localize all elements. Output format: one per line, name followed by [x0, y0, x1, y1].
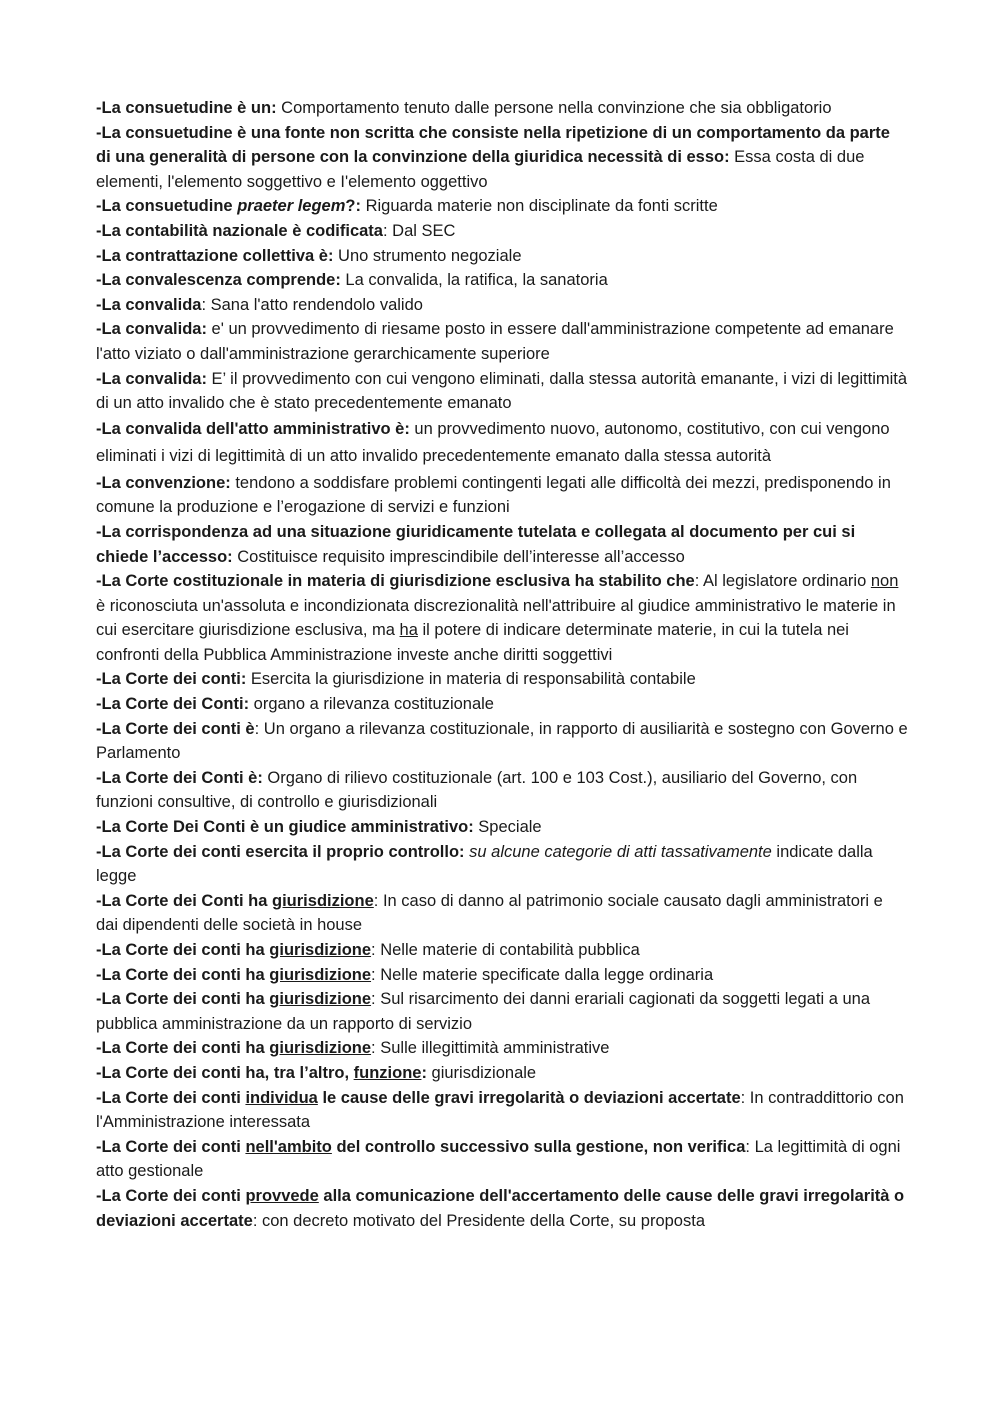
entry-answer: : Sulle illegittimità amministrative — [371, 1039, 610, 1058]
entry-28 — [96, 1184, 908, 1233]
entry-answer: E’ il provvedimento con cui vengono eliminati, dalla stessa autorità emanante, i vizi di legittimità di un atto invalido che è stato precedentemente emanato — [96, 369, 908, 413]
question-underlined: giurisdizione — [269, 941, 372, 959]
question-underlined: giurisdizione — [269, 990, 372, 1009]
entry-answer: : Nelle materie specificate dalla legge ordinaria — [371, 965, 714, 984]
question-text: : — [421, 1063, 427, 1082]
entry-8 — [96, 317, 908, 366]
entry-answer: Riguarda materie non disciplinate da fonti scritte — [360, 197, 718, 216]
entry-question: -La Corte dei conti: — [96, 670, 247, 689]
question-text: -La Corte dei conti ha — [96, 990, 270, 1009]
question-text: -La Corte dei conti — [96, 1186, 246, 1205]
question-underlined: provvede — [245, 1186, 319, 1205]
entry-question — [96, 966, 371, 984]
entry-answer: Essa costa di due elementi, l'elemento soggettivo e I'elemento oggettivo — [96, 148, 865, 191]
question-text: alla comunicazione dell'accertamento delle cause delle gravi irregolarità o deviazioni accertate — [96, 1186, 905, 1230]
entry-13 — [96, 569, 908, 667]
entry-answer: : Sul risarcimento dei danni erariali cagionati da soggetti legati a una pubblica amministrazione da un rapporto di servizio — [96, 990, 871, 1033]
entry-answer: Esercita la giurisdizione in materia di responsabilità contabile — [246, 670, 696, 689]
entry-answer: : In caso di danno al patrimonio sociale causato dagli amministratori e dai dipendenti delle società in house — [96, 891, 883, 935]
entry-11 — [96, 471, 908, 520]
entry-question: -La consuetudine è una fonte non scritta che consiste nella ripetizione di un comportamento da parte di una generalità di persone con la convinzione della giuridica necessità di esso: — [96, 123, 890, 167]
entry-12 — [96, 520, 908, 569]
question-text: -La Corte dei conti ha — [96, 965, 270, 984]
entry-answer: : In contraddittorio con l'Amministrazione interessata — [96, 1088, 904, 1132]
question-text: le cause delle gravi irregolarità o deviazioni accertate — [317, 1088, 741, 1107]
entry-23 — [96, 987, 908, 1036]
entry-answer: organo a rilevanza costituzionale — [249, 695, 494, 714]
entry-10 — [96, 416, 908, 471]
entry-6 — [96, 268, 908, 293]
entry-14 — [96, 667, 908, 692]
entry-18 — [96, 815, 908, 840]
entry-24 — [96, 1036, 908, 1061]
entry-20 — [96, 889, 908, 938]
answer-text: è riconosciuta un'assoluta e incondizionata discrezionalità nell'attribuire al giudice amministrativo le materie in cui esercitare giurisdizione esclusiva, ma — [96, 596, 896, 640]
entry-7 — [96, 293, 908, 318]
answer-underlined: ha — [399, 621, 418, 640]
entry-answer: : Dal SEC — [382, 221, 456, 240]
entry-question: -La convalescenza comprende: — [96, 271, 341, 290]
question-text: -La consuetudine — [96, 197, 238, 216]
entry-answer: : La legittimità di ogni atto gestionale — [96, 1137, 901, 1181]
question-text: -La Corte dei Conti ha — [96, 891, 273, 910]
entry-question: -La consuetudine è un: — [96, 99, 277, 117]
entry-answer: tendono a soddisfare problemi contingenti legati alle difficoltà dei mezzi, predisponendo in comune la produzione e l’erogazione di servizi e funzioni — [96, 473, 891, 517]
entry-question: -La convenzione: — [96, 473, 231, 492]
entry-question: -La Corte Dei Conti è un giudice amministrativo: — [96, 818, 474, 837]
entry-answer: un provvedimento nuovo, autonomo, costitutivo, con cui vengono eliminati i vizi di legittimità di un atto invalido precedentemente emanato dalla stessa autorità — [96, 419, 890, 466]
entry-question — [96, 197, 361, 215]
entry-answer: Uno strumento negoziale — [333, 246, 522, 265]
entry-26 — [96, 1086, 908, 1135]
question-underlined: funzione — [353, 1063, 422, 1082]
question-text: -La Corte dei conti ha — [96, 1039, 270, 1058]
question-text: del controllo successivo sulla gestione, non verifica — [331, 1137, 746, 1156]
entry-question — [96, 1089, 741, 1107]
entry-answer: Organo di rilievo costituzionale (art. 100 e 103 Cost.), ausiliario del Governo, con funzioni consultive, di controllo e giurisdizionali — [96, 768, 858, 812]
entry-9 — [96, 367, 908, 416]
entry-question: -La contrattazione collettiva è: — [96, 246, 334, 265]
entry-question: -La Corte dei Conti è: — [96, 768, 263, 787]
entry-question — [96, 1039, 371, 1057]
entry-answer: giurisdizionale — [426, 1063, 537, 1082]
entry-question — [96, 990, 371, 1008]
entry-22 — [96, 963, 908, 988]
entry-answer: : Sana l'atto rendendolo valido — [201, 295, 423, 314]
entry-question — [96, 1138, 745, 1156]
answer-text: il potere di indicare determinate materie, in cui la tutela nei confronti della Pubblica Amministrazione investe anche diritti soggettivi — [96, 621, 849, 664]
entry-3 — [96, 194, 908, 219]
entry-answer: La convalida, la ratifica, la sanatoria — [340, 271, 608, 290]
entry-25 — [96, 1061, 908, 1086]
entry-answer: : con decreto motivato del Presidente della Corte, su proposta — [252, 1211, 705, 1230]
answer-underlined: non — [870, 572, 899, 591]
question-italic: praeter legem — [237, 197, 346, 216]
entry-2 — [96, 121, 908, 195]
entry-17 — [96, 766, 908, 815]
entry-question — [96, 941, 371, 959]
entry-answer: : Un organo a rilevanza costituzionale, in rapporto di ausiliarità e sostegno con Governo e Parlamento — [96, 719, 908, 763]
entry-question: -La Corte dei Conti: — [96, 695, 250, 714]
entry-question: -La convalida — [96, 295, 202, 314]
entry-answer: Speciale — [473, 818, 542, 837]
entry-question: -La Corte costituzionale in materia di giurisdizione esclusiva ha stabilito che — [96, 572, 695, 591]
entry-question — [96, 892, 374, 910]
answer-italic: su alcune categorie di atti tassativamente — [469, 842, 772, 861]
entry-27 — [96, 1135, 908, 1184]
entry-question: -La convalida: — [96, 320, 207, 339]
question-text: -La Corte dei conti ha — [96, 941, 270, 959]
entry-answer: : Nelle materie di contabilità pubblica — [371, 941, 640, 959]
entry-21 — [96, 938, 908, 963]
entry-question: -La convalida dell'atto amministrativo è: — [96, 419, 410, 438]
document-page — [96, 96, 908, 1233]
entry-question: -La convalida: — [96, 369, 207, 388]
entry-answer: Comportamento tenuto dalle persone nella convinzione che sia obbligatorio — [276, 99, 832, 117]
entry-question: -La Corte dei conti è — [96, 719, 255, 738]
answer-text: indicate dalla legge — [96, 842, 873, 886]
question-text: ?: — [345, 197, 361, 216]
entry-4 — [96, 219, 908, 244]
entry-question: -La corrispondenza ad una situazione giuridicamente tutelata e collegata al documento per cui si chiede l’accesso: — [96, 522, 856, 566]
entry-1 — [96, 96, 908, 121]
entry-question: -La Corte dei conti esercita il proprio controllo: — [96, 842, 465, 861]
entry-answer: e' un provvedimento di riesame posto in essere dall'amministrazione competente ad emanare l'atto viziato o dall'amministrazione gerarchicamente superiore — [96, 320, 894, 363]
question-text: -La Corte dei conti — [96, 1088, 246, 1107]
entry-15 — [96, 692, 908, 717]
question-underlined: individua — [245, 1088, 318, 1107]
question-underlined: giurisdizione — [272, 891, 374, 910]
question-text: -La Corte dei conti ha, tra l’altro, — [96, 1063, 354, 1082]
entry-answer: Costituisce requisito imprescindibile dell’interesse all’accesso — [232, 547, 685, 566]
question-underlined: nell'ambito — [245, 1137, 332, 1156]
question-text: -La Corte dei conti — [96, 1137, 246, 1156]
question-underlined: giurisdizione — [269, 965, 372, 984]
entry-question: -La contabilità nazionale è codificata — [96, 221, 383, 240]
entry-16 — [96, 717, 908, 766]
question-underlined: giurisdizione — [269, 1039, 372, 1058]
answer-text: : Al legislatore ordinario — [694, 572, 871, 591]
entry-question — [96, 1064, 427, 1082]
entry-5 — [96, 244, 908, 269]
entry-19 — [96, 840, 908, 889]
